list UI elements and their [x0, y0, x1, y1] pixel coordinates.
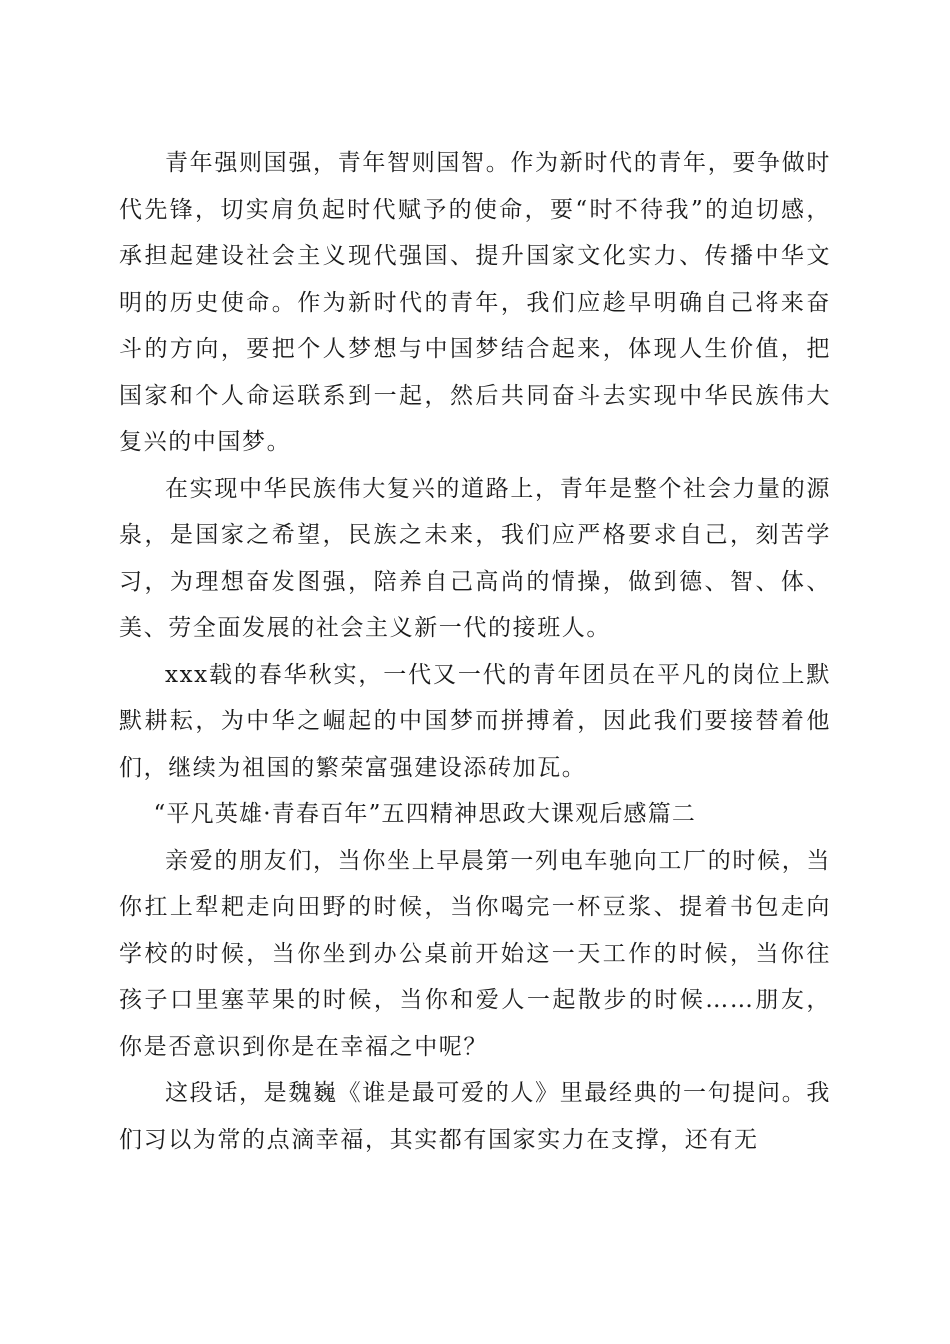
paragraph-national-rejuvenation: 在实现中华民族伟大复兴的道路上，青年是整个社会力量的源泉，是国家之希望，民族之未来，我们应严格要求自己，刻苦学习，为理想奋发图强，陪养自己高尚的情操，做到德、智、体、美、劳全面发展的社会主义新一代的接班人。 [119, 475, 831, 641]
paragraph-league-members: xxx载的春华秋实，一代又一代的青年团员在平凡的岗位上默默耕耘，为中华之崛起的中国梦而拼搏着，因此我们要接替着他们，继续为祖国的繁荣富强建设添砖加瓦。 [119, 661, 831, 781]
paragraph-dear-friends: 亲爱的朋友们，当你坐上早晨第一列电车驰向工厂的时候，当你扛上犁耙走向田野的时候，当你喝完一杯豆浆、提着书包走向学校的时候，当你坐到办公桌前开始这一天工作的时候，当你往孩子口里塞苹果的时候，当你和爱人一起散步的时候……朋友，你是否意识到你是在幸福之中呢？ [119, 847, 831, 1060]
document-page [119, 140, 831, 1163]
paragraph-weiwei-quote: 这段话，是魏巍《谁是最可爱的人》里最经典的一句提问。我们习以为常的点滴幸福，其实都有国家实力在支撑，还有无 [119, 1080, 831, 1153]
section-heading: “平凡英雄·青春百年”五四精神思政大课观后感篇二 [153, 801, 697, 827]
paragraph-youth-strong: 青年强则国强，青年智则国智。作为新时代的青年，要争做时代先锋，切实肩负起时代赋予的使命，要“时不待我”的迫切感，承担起建设社会主义现代强国、提升国家文化实力、传播中华文明的历史使命。作为新时代的青年，我们应趁早明确自己将来奋斗的方向，要把个人梦想与中国梦结合起来，体现人生价值，把国家和个人命运联系到一起，然后共同奋斗去实现中华民族伟大复兴的中国梦。 [119, 150, 831, 455]
